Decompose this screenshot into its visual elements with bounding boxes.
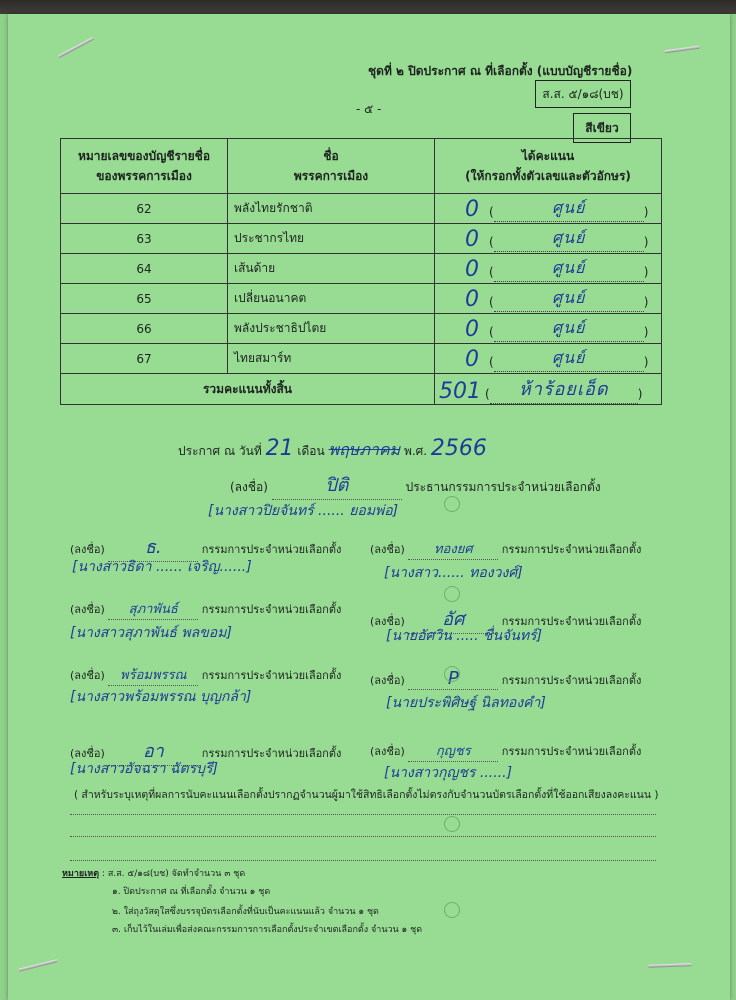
party-score [435,224,662,254]
total-label: รวมคะแนนทั้งสิ้น [61,374,435,405]
signature-mark: พร้อมพรรณ [108,664,198,686]
table-row [61,314,662,344]
punch-hole [444,816,460,832]
paren-open: ( [489,264,494,279]
score-number: 0 [465,256,479,282]
committee-role: กรรมการประจำหน่วยเลือกตั้ง [501,745,642,758]
remarks-line [70,860,656,861]
committee-name [70,686,251,708]
paren-close: ) [643,324,649,339]
header-party-name [228,139,435,194]
committee-printed-name: [นางสาวกุญชร ......] [384,765,513,781]
committee-name [386,625,542,647]
table-header-row [61,139,662,194]
total-text-line [490,374,638,404]
score-text: ศูนย์ [551,227,586,247]
committee-printed-name: [นางสาวธิดา ...... เจริญ......] [72,559,252,575]
remarks-line [70,836,656,837]
staple [648,963,692,968]
signature-mark: P [408,668,498,690]
paren-open: ( [485,387,490,401]
score-number: 0 [465,346,479,372]
announce-month: พฤษภาคม [328,440,401,459]
chair-signature-line [230,470,601,500]
committee-name [72,556,252,578]
chair-printed-name: [นางสาวปิยจันทร์ ...... ยอมพ่อ] [208,503,399,519]
committee-signature-line [370,538,641,560]
footnote-item: ๒. ใส่ถุงวัสดุใสซึ่งบรรจุบัตรเลือกตั้งที่นับเป็นคะแนนแล้ว จำนวน ๑ ชุด [112,907,379,917]
committee-name [386,692,546,714]
header-score [435,139,662,194]
party-name: ไทยสมาร์ท [228,344,435,374]
party-score [435,254,662,284]
score-text-line [494,346,644,372]
header-number-line1: หมายเลขของบัญชีรายชื่อ [77,149,211,163]
header-party-line1: ชื่อ [323,149,339,163]
paren-close: ) [643,294,649,309]
announce-month-label: เดือน [297,444,325,458]
committee-signature-line [70,598,341,620]
score-text: ศูนย์ [551,197,586,217]
form-set-title: ชุดที่ ๒ ปิดประกาศ ณ ที่เลือกตั้ง (แบบบัญชีรายชื่อ) [368,64,633,78]
paren-open: ( [489,294,494,309]
committee-role: กรรมการประจำหน่วยเลือกตั้ง [201,543,342,556]
sign-label: (ลงชื่อ) [70,543,105,556]
party-score [435,344,662,374]
committee-name [70,622,232,644]
paren-close: ) [643,354,649,369]
sign-label: (ลงชื่อ) [370,615,405,628]
score-text: ศูนย์ [551,347,586,367]
footnote-intro-line [62,866,245,880]
committee-signature-line [370,668,641,690]
signature-mark: กุญชร [408,740,498,762]
sign-label: (ลงชื่อ) [370,543,405,556]
party-score [435,314,662,344]
score-number: 0 [465,196,479,222]
signature-mark: ปิติ [272,470,402,500]
score-text-line [494,196,644,222]
score-text-line [494,316,644,342]
page-number: - ๕ - [356,102,382,116]
sign-label: (ลงชื่อ) [70,669,105,682]
committee-name [384,562,523,584]
punch-hole [444,496,460,512]
party-number: 66 [61,314,228,344]
party-name: เส้นด้าย [228,254,435,284]
committee-signature-line [370,740,641,762]
signature-mark: ทองยศ [408,538,498,560]
committee-role: กรรมการประจำหน่วยเลือกตั้ง [501,615,642,628]
footnote-item: ๓. เก็บไว้ในเล่มเพื่อส่งคณะกรรมการการเลือกตั้งประจำเขตเลือกตั้ง จำนวน ๑ ชุด [112,925,423,935]
header-party-line2: พรรคการเมือง [293,169,369,183]
total-number: 501 [439,379,481,404]
table-row [61,254,662,284]
party-number: 64 [61,254,228,284]
total-score [435,374,662,405]
score-text: ศูนย์ [551,257,586,277]
announcement-date [178,436,487,463]
announce-day: 21 [265,436,294,461]
score-number: 0 [465,316,479,342]
sign-label: (ลงชื่อ) [70,747,105,760]
header-score-line2: (ให้กรอกทั้งตัวเลขและตัวอักษร) [465,169,631,183]
committee-role: กรรมการประจำหน่วยเลือกตั้ง [201,603,342,616]
committee-role: กรรมการประจำหน่วยเลือกตั้ง [501,543,642,556]
score-text-line [494,256,644,282]
party-number: 62 [61,194,228,224]
paren-open: ( [489,354,494,369]
announce-prefix: ประกาศ ณ วันที่ [178,444,262,458]
party-score [435,284,662,314]
committee-role: กรรมการประจำหน่วยเลือกตั้ง [201,747,342,760]
committee-printed-name: [นางสาวพร้อมพรรณ บุญกล้า] [70,689,252,705]
paren-close: ) [643,264,649,279]
score-text-line [494,226,644,252]
punch-hole [444,666,460,682]
color-label-box: สีเขียว [573,113,631,143]
party-name: พลังไทยรักชาติ [228,194,435,224]
committee-role: กรรมการประจำหน่วยเลือกตั้ง [501,674,642,687]
vote-results-table [60,138,662,405]
signature-mark: สุภาพันธ์ [108,598,198,620]
sign-label: (ลงชื่อ) [230,480,268,494]
committee-printed-name: [นางสาวอัจฉรา ฉัตรบุรี] [70,761,218,777]
sign-label: (ลงชื่อ) [70,603,105,616]
paren-close: ) [643,234,649,249]
score-text: ศูนย์ [551,287,586,307]
form-code-box: ส.ส. ๕/๑๘(บช) [535,80,631,108]
table-row [61,194,662,224]
header-score-line1: ได้คะแนน [521,149,575,163]
total-text: ห้าร้อยเอ็ด [518,379,609,400]
committee-role: กรรมการประจำหน่วยเลือกตั้ง [201,669,342,682]
paren-open: ( [489,324,494,339]
party-number: 63 [61,224,228,254]
punch-hole [444,586,460,602]
punch-hole [444,902,460,918]
sign-label: (ลงชื่อ) [370,674,405,687]
table-row [61,344,662,374]
committee-name [70,758,218,780]
party-number: 67 [61,344,228,374]
signature-mark: ธ. [108,532,198,562]
score-text-line [494,286,644,312]
chair-name [208,500,398,522]
header-party-number [61,139,228,194]
announce-year-label: พ.ศ. [403,444,428,458]
remarks-line [70,814,656,815]
remarks-instruction: ( สำหรับระบุเหตุที่ผลการนับคะแนนเลือกตั้งปรากฏจำนวนผู้มาใช้สิทธิเลือกตั้งไม่ตรงกับจำนวนบัตรเลือกตั้งที่ใช้ออกเสียงลงคะแนน ) [74,789,659,801]
announce-year: 2566 [430,436,487,461]
committee-printed-name: [นายอัศวิน ..... ชื่นจันทร์] [386,628,543,644]
committee-printed-name: [นางสาวสุภาพันธ์ พลขอม] [70,625,232,641]
party-name: พลังประชาธิปไตย [228,314,435,344]
staple [664,46,700,54]
score-text: ศูนย์ [551,317,586,337]
staple [18,959,58,972]
committee-name [384,762,512,784]
score-number: 0 [465,226,479,252]
table-row [61,224,662,254]
committee-printed-name: [นายประพิศิษฐ์ นิลทองคำ] [386,695,546,711]
paren-open: ( [489,234,494,249]
committee-printed-name: [นางสาว...... ทองวงศ์] [384,565,523,581]
header-number-line2: ของพรรคการเมือง [96,169,192,183]
signature-mark: อา [108,736,198,766]
total-row [61,374,662,405]
party-score [435,194,662,224]
party-number: 65 [61,284,228,314]
table-row [61,284,662,314]
footnote-intro: : ส.ส. ๕/๑๘(บช) จัดทำจำนวน ๓ ชุด [101,869,246,879]
score-number: 0 [465,286,479,312]
paren-close: ) [637,387,643,401]
paren-open: ( [489,204,494,219]
sign-label: (ลงชื่อ) [370,745,405,758]
chair-role: ประธานกรรมการประจำหน่วยเลือกตั้ง [405,480,601,494]
staple [58,37,95,58]
paren-close: ) [643,204,649,219]
signature-mark: อัศ [408,604,498,634]
footnote-item: ๑. ปิดประกาศ ณ ที่เลือกตั้ง จำนวน ๑ ชุด [112,887,271,897]
party-name: เปลี่ยนอนาคต [228,284,435,314]
party-name: ประชากรไทย [228,224,435,254]
committee-signature-line [70,664,341,686]
footnote-label: หมายเหตุ [62,869,100,879]
